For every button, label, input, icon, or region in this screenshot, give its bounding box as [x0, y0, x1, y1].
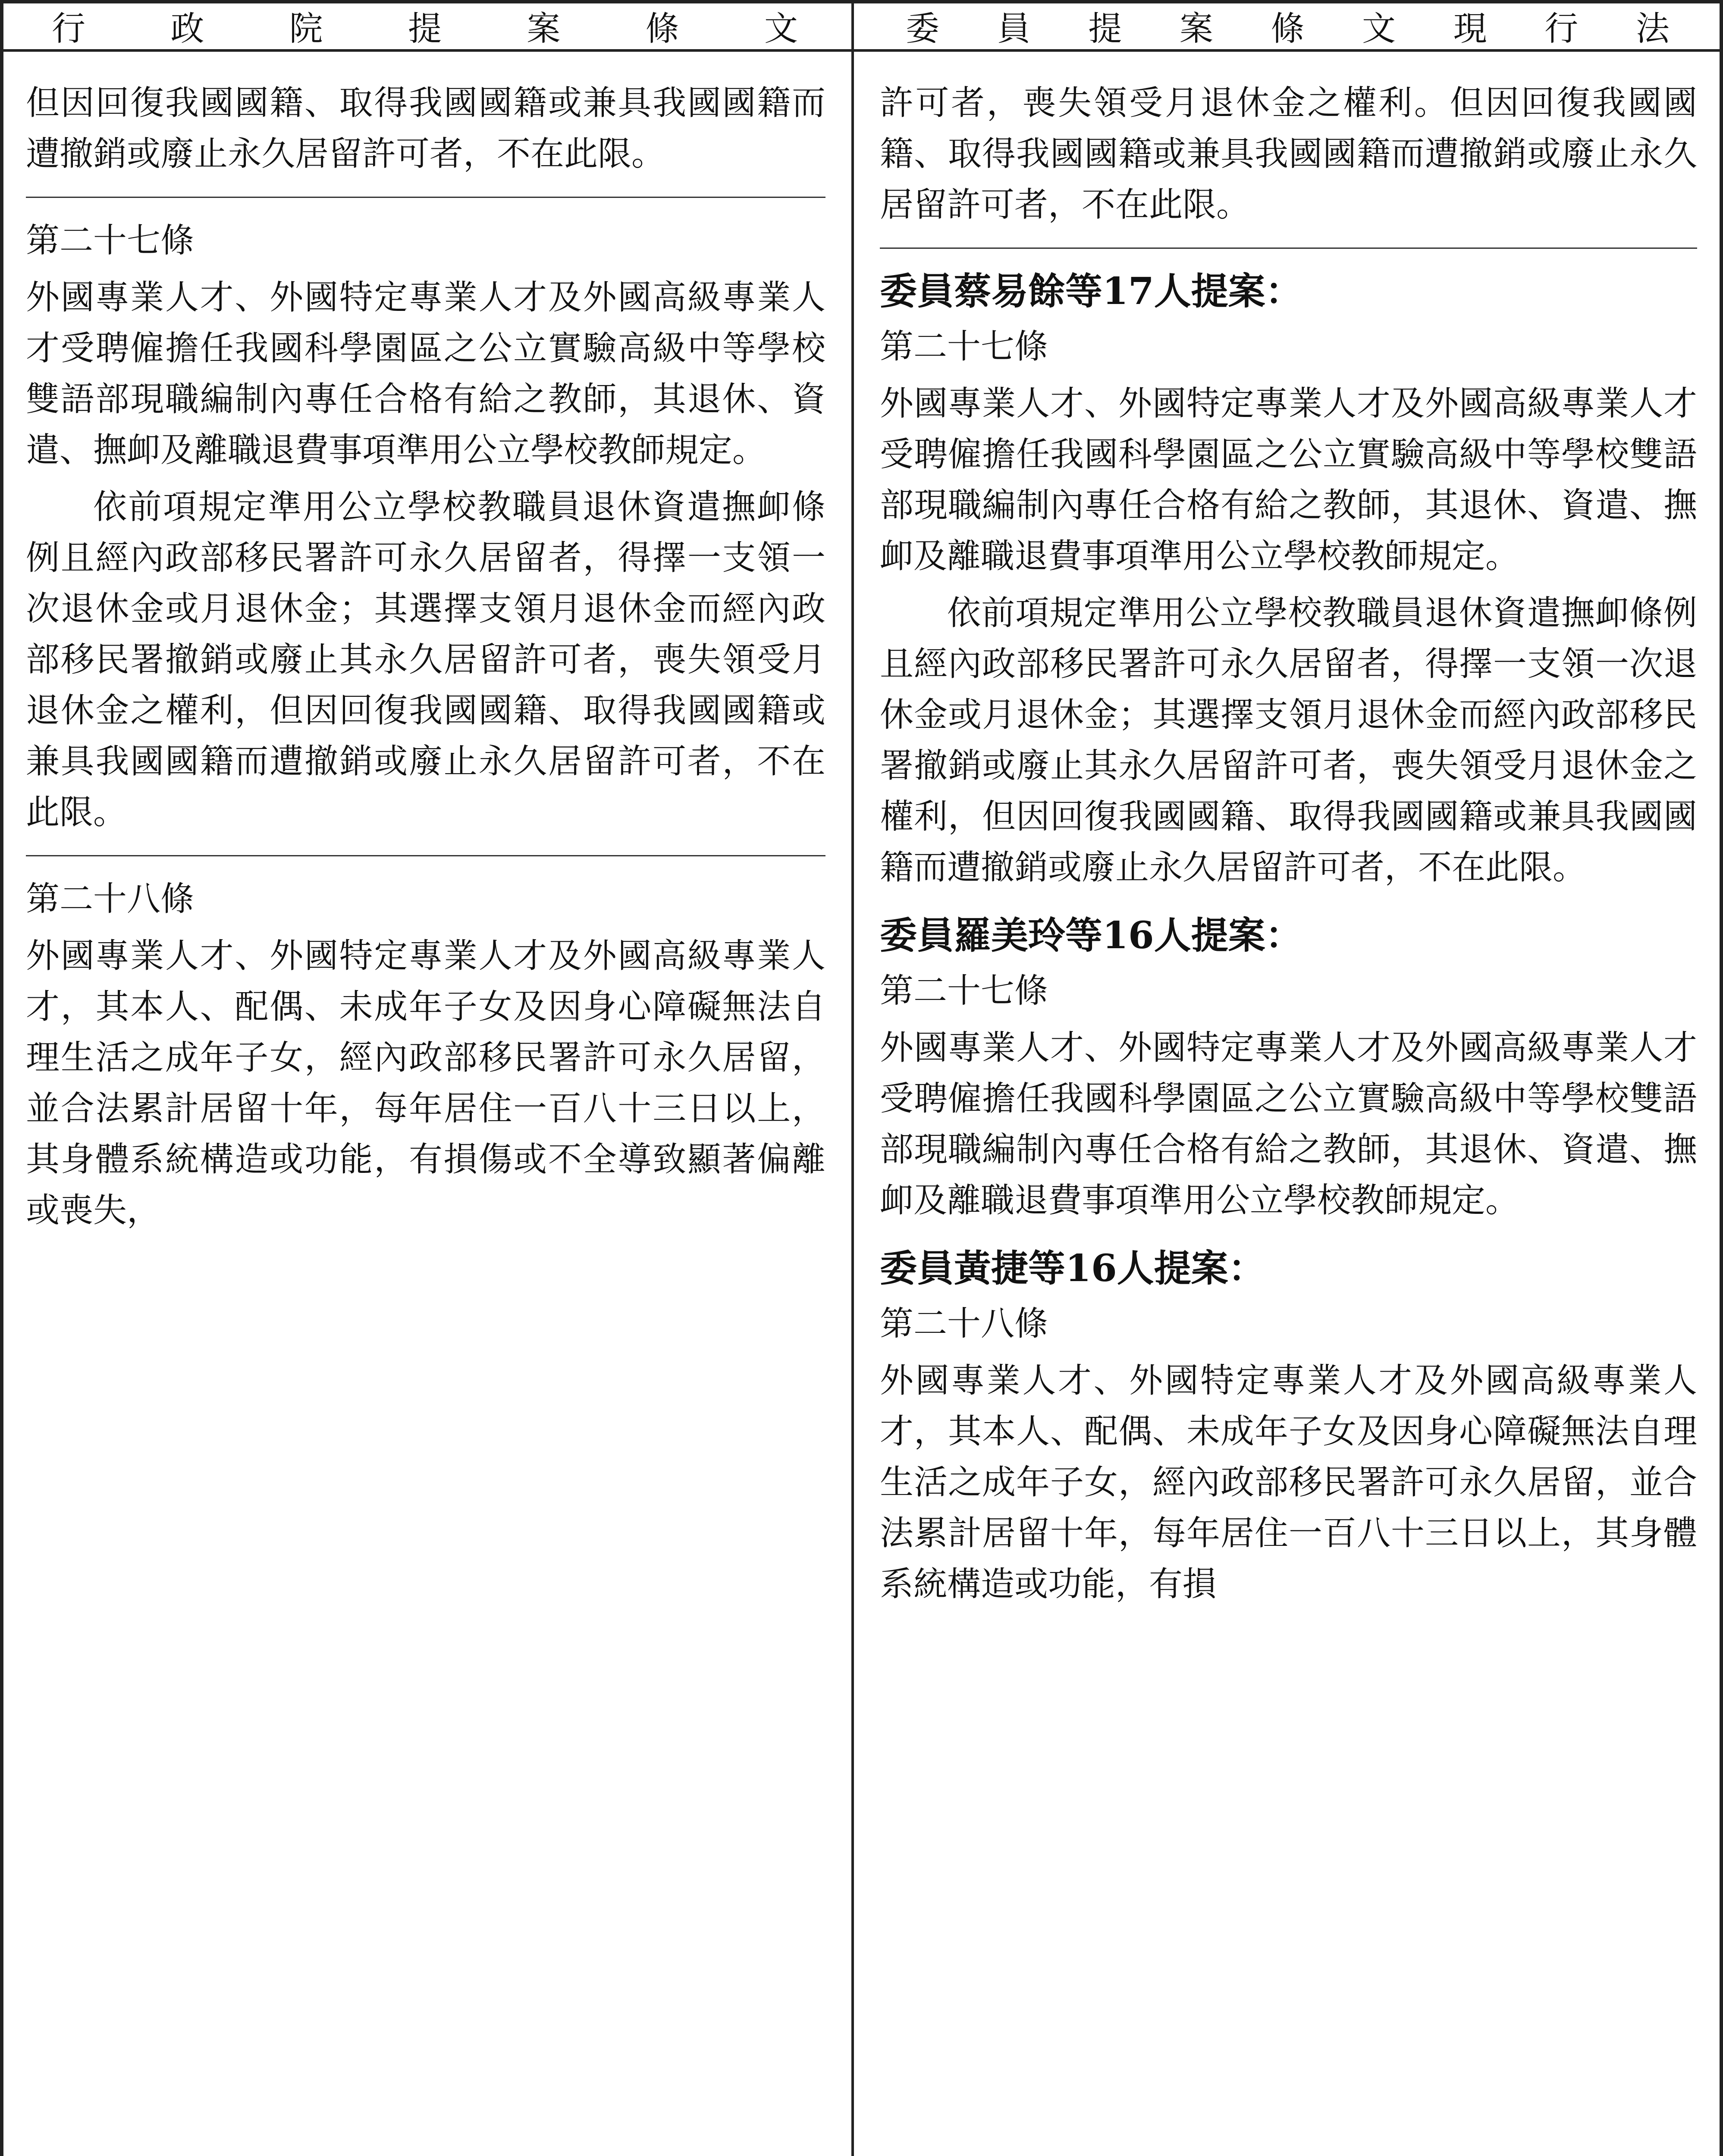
article-heading: 第二十七條 [880, 327, 1048, 366]
header-char: 現 [1453, 9, 1489, 48]
header-char: 條 [1271, 9, 1306, 48]
header-char: 案 [527, 9, 562, 48]
header-char: 員 [997, 9, 1033, 48]
header-char: 院 [289, 9, 325, 48]
paragraph: 外國專業人才、外國特定專業人才及外國高級專業人才，其本人、配偶、未成年子女及因身心障礙無法自理生活之成年子女，經內政部移民署許可永久居留，並合法累計居留十年，每年居住一百八十三日以上，其身體系統構造或功能，有損傷或不全導致顯著偏離或喪失， [26, 937, 825, 1230]
paragraph: 許可者，喪失領受月退休金之權利。但因回復我國國籍、取得我國國籍或兼具我國國籍而遭撤銷或廢止永久居留許可者，不在此限。 [880, 84, 1697, 224]
paragraph: 外國專業人才、外國特定專業人才及外國高級專業人才受聘僱擔任我國科學園區之公立實驗高級中等學校雙語部現職編制內專任合格有給之教師，其退休、資遣、撫卹及離職退費事項準用公立學校教師規定。 [880, 384, 1697, 576]
header-char: 法 [1635, 9, 1671, 48]
proposal-title: 委員蔡易餘等17人提案： [880, 270, 1302, 313]
header-char: 提 [408, 9, 443, 48]
article-heading: 第二十八條 [880, 1304, 1048, 1343]
paragraph: 外國專業人才、外國特定專業人才及外國高級專業人才受聘僱擔任我國科學園區之公立實驗高級中等學校雙語部現職編制內專任合格有給之教師，其退休、資遣、撫卹及離職退費事項準用公立學校教師規定。 [26, 278, 825, 470]
header-char: 文 [764, 9, 800, 48]
paragraph: 但因回復我國國籍、取得我國國籍或兼具我國國籍而遭撤銷或廢止永久居留許可者，不在此限。 [26, 84, 825, 173]
header-char: 行 [52, 9, 88, 48]
paragraph: 外國專業人才、外國特定專業人才及外國高級專業人才受聘僱擔任我國科學園區之公立實驗高級中等學校雙語部現職編制內專任合格有給之教師，其退休、資遣、撫卹及離職退費事項準用公立學校教師規定。 [880, 1028, 1697, 1220]
header-char: 政 [170, 9, 206, 48]
article-heading: 第二十七條 [880, 971, 1048, 1010]
paragraph: 依前項規定準用公立學校教職員退休資遣撫卹條例且經內政部移民署許可永久居留者，得擇一支領一次退休金或月退休金；其選擇支領月退休金而經內政部移民署撤銷或廢止其永久居留許可者，喪失領受月退休金之權利，但因回復我國國籍、取得我國國籍或兼具我國國籍而遭撤銷或廢止永久居留許可者，不在此限。 [880, 594, 1697, 887]
header-char: 文 [1362, 9, 1398, 48]
proposal-title: 委員黃捷等16人提案： [880, 1247, 1265, 1290]
header-char: 案 [1179, 9, 1215, 48]
header-char: 提 [1088, 9, 1124, 48]
header-char: 條 [645, 9, 681, 48]
header-char: 委 [906, 9, 942, 48]
proposal-title: 委員羅美玲等16人提案： [880, 914, 1302, 957]
paragraph: 依前項規定準用公立學校教職員退休資遣撫卹條例且經內政部移民署許可永久居留者，得擇一支領一次退休金或月退休金；其選擇支領月退休金而經內政部移民署撤銷或廢止其永久居留許可者，喪失領受月退休金之權利，但因回復我國國籍、取得我國國籍或兼具我國國籍而遭撤銷或廢止永久居留許可者，不在此限。 [26, 488, 825, 832]
article-heading: 第二十八條 [26, 880, 195, 918]
header-char: 行 [1544, 9, 1580, 48]
article-heading: 第二十七條 [26, 221, 195, 260]
paragraph: 外國專業人才、外國特定專業人才及外國高級專業人才，其本人、配偶、未成年子女及因身心障礙無法自理生活之成年子女，經內政部移民署許可永久居留，並合法累計居留十年，每年居住一百八十三日以上，其身體系統構造或功能，有損 [880, 1361, 1697, 1604]
